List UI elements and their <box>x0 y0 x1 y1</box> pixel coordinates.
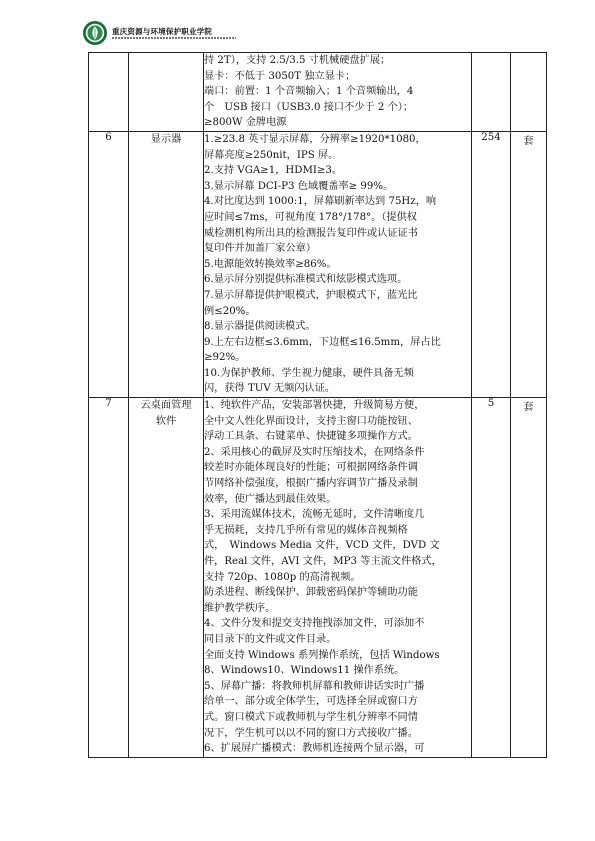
item-name-cell <box>129 398 204 758</box>
unit: 套 <box>523 135 534 147</box>
spec-line: ≥800W 金牌电源 <box>204 117 287 129</box>
spec-line: 乎无损耗，支持几乎所有常见的媒体音视频格 <box>204 524 408 536</box>
spec-line: 节网络补偿强度，根据广播内容调节广播及录制 <box>204 478 418 490</box>
spec-line: 4、文件分发和提交支持拖拽添加文件，可添加不 <box>204 618 425 630</box>
item-number-cell <box>89 53 129 132</box>
spec-line: 屏幕亮度≥250nit，IPS 屏。 <box>204 149 339 161</box>
item-name-cell <box>129 131 204 397</box>
spec-line: 8.显示器提供阅读模式。 <box>204 321 316 333</box>
spec-line: 3.显示屏幕 DCI-P3 色域覆盖率≥ 99%。 <box>204 180 394 192</box>
spec-line: 闪，获得 TUV 无频闪认证。 <box>204 383 336 395</box>
spec-line: 维护教学秩序。 <box>204 602 276 614</box>
spec-line: 6、扩展屏广播模式：教师机连接两个显示器，可 <box>204 743 425 755</box>
spec-line: 显卡：不低于 3050T 独立显卡； <box>204 70 356 82</box>
spec-line: 例≤20%。 <box>204 305 256 317</box>
spec-line: 5.电源能效转换效率≥86%。 <box>204 258 337 270</box>
spec-line: 同目录下的文件或文件目录。 <box>204 633 337 645</box>
item-number: 7 <box>105 398 112 410</box>
spec-line: 支持 720p、1080p 的高清视频。 <box>204 571 361 583</box>
spec-line: 5、屏幕广播：将教师机屏幕和教师讲话实时广播 <box>204 680 425 692</box>
spec-line: 浮动工具条、右键菜单、快捷键多项操作方式。 <box>204 431 418 443</box>
table-row <box>89 131 547 397</box>
spec-line: 威检测机构所出具的检测报告复印件或认证证书 <box>204 227 418 239</box>
quantity: 5 <box>487 398 495 410</box>
quantity: 254 <box>481 131 501 143</box>
item-name-line: 显示器 <box>150 133 182 145</box>
spec-line: 全面支持 Windows 系列操作系统，包括 Windows <box>204 649 440 661</box>
item-name-line: 云桌面管理 <box>140 400 192 412</box>
quantity-cell <box>472 131 511 397</box>
spec-line: 10.为保护教师、学生视力健康，硬件具备无频 <box>204 367 414 379</box>
spec-line: 持 2T），支持 2.5/3.5 寸机械硬盘扩展； <box>204 55 391 66</box>
spec-line: 较差时亦能体现良好的性能；可根据网络条件调 <box>204 462 418 474</box>
table-row <box>89 53 547 132</box>
unit-cell <box>511 131 547 397</box>
quantity-cell <box>472 398 511 758</box>
spec-line: 防杀进程、断线保护、卸载密码保护等辅助功能 <box>204 587 418 599</box>
spec-line: 式， Windows Media 文件，VCD 文件，DVD 文 <box>204 540 440 552</box>
quantity-cell <box>472 53 511 132</box>
spec-line: 7.显示屏幕提供护眼模式，护眼模式下，蓝光比 <box>204 289 418 301</box>
spec-line: 个 USB 接口（USB3.0 接口不少于 2 个）； <box>204 101 414 113</box>
spec-line: 效率，使广播达到最佳效果。 <box>204 493 337 505</box>
spec-description-cell <box>204 53 472 132</box>
spec-line: 应时间≤7ms，可视角度 178°/178°。（提供权 <box>204 211 417 223</box>
spec-line: 件，Real 文件，AVI 文件，MP3 等主流文件格式， <box>204 556 442 567</box>
org-name: 重庆资源与环境保护职业学院 <box>112 27 213 36</box>
spec-description-cell <box>204 131 472 397</box>
spec-table-body <box>89 53 547 758</box>
org-name-english-rule <box>112 37 236 39</box>
spec-line: 全中文人性化界面设计，支持主窗口功能按钮、 <box>204 415 418 427</box>
spec-line: 况下，学生机可以以不同的窗口方式接收广播。 <box>204 727 418 739</box>
spec-line: ≥92%。 <box>204 352 246 364</box>
spec-line: 6.显示屏分别提供标准模式和炫影模式选项。 <box>204 274 408 286</box>
spec-line: 给单一、部分或全体学生，可选择全屏或窗口方 <box>204 696 418 708</box>
spec-line: 8、Windows10、Windows11 操作系统。 <box>204 665 405 677</box>
spec-line: 复印件并加盖厂家公章） <box>204 243 317 255</box>
unit-cell <box>511 53 547 132</box>
unit-cell <box>511 398 547 758</box>
spec-line: 9.上左右边框≤3.6mm，下边框≤16.5mm，屏占比 <box>204 336 441 348</box>
item-number-cell <box>89 398 129 758</box>
spec-line: 端口：前置：1 个音频输入；1 个音频输出，4 <box>204 86 414 98</box>
item-number: 6 <box>105 131 112 143</box>
item-name-cell <box>129 53 204 132</box>
school-logo-icon <box>82 20 108 46</box>
spec-line: 1、纯软件产品，安装部署快捷，升级简易方便， <box>204 400 425 412</box>
table-row <box>89 398 547 758</box>
spec-table <box>88 52 547 758</box>
spec-line: 4.对比度达到 1000:1，屏幕刷新率达到 75Hz，响 <box>204 196 437 208</box>
spec-line: 1.≥23.8 英寸显示屏幕，分辨率≥1920*1080， <box>204 133 426 145</box>
item-name-line: 软件 <box>155 415 177 427</box>
spec-line: 2、采用核心的截屏及实时压缩技术，在网络条件 <box>204 446 425 458</box>
unit: 套 <box>523 402 534 414</box>
spec-line: 式。窗口模式下或教师机与学生机分辨率不同情 <box>204 711 418 723</box>
page-header <box>82 18 236 48</box>
spec-line: 2.支持 VGA≥1，HDMI≥3。 <box>204 165 343 177</box>
spec-line: 3、采用流媒体技术，流畅无延时，文件清晰度几 <box>204 509 425 521</box>
spec-description-cell <box>204 398 472 758</box>
item-number-cell <box>89 131 129 397</box>
header-text <box>112 27 236 39</box>
